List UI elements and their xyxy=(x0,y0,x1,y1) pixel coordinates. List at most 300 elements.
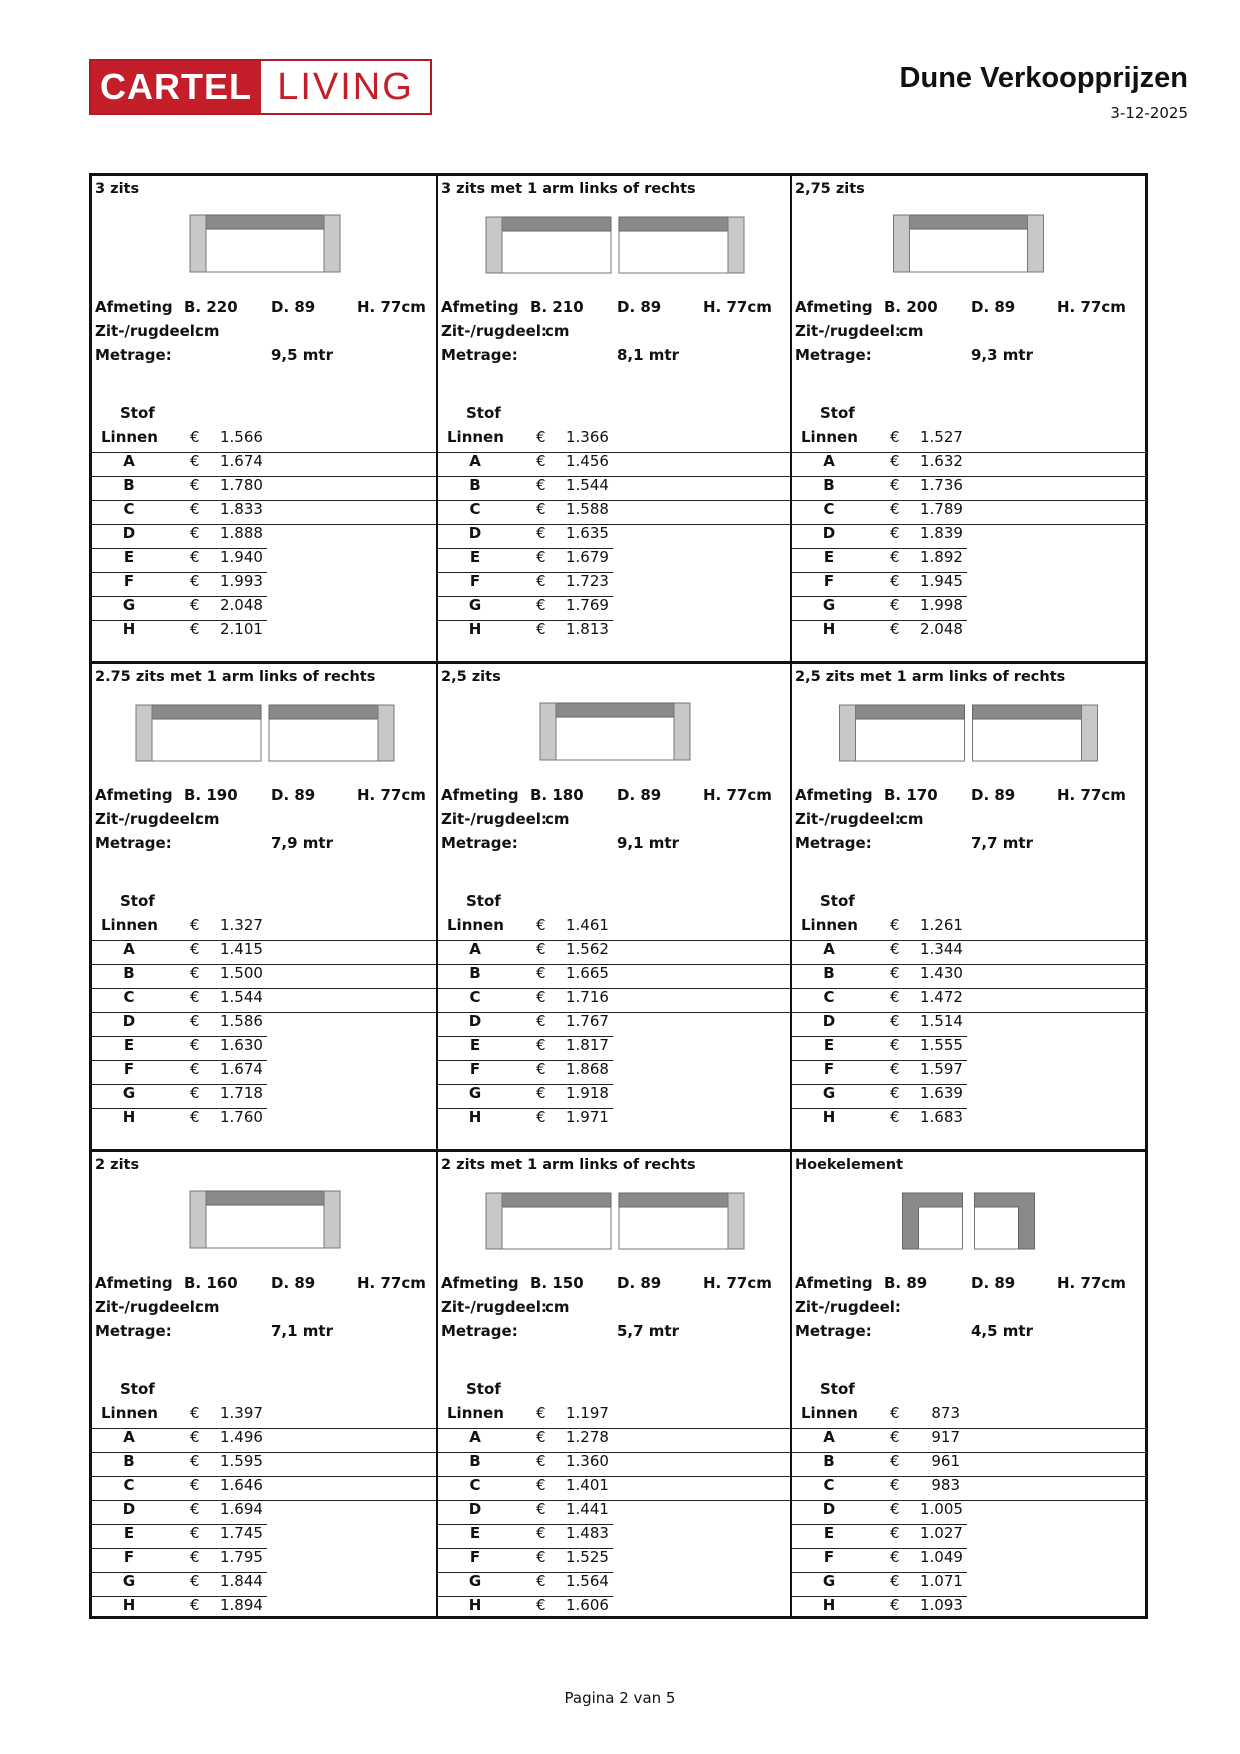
price-value: 1.813 xyxy=(566,620,609,638)
euro-sign: € xyxy=(890,1108,900,1126)
euro-sign: € xyxy=(190,1500,200,1518)
euro-sign: € xyxy=(536,1012,546,1030)
price-row xyxy=(438,572,613,597)
sofa-arm-right xyxy=(1028,215,1044,272)
price-value: 983 xyxy=(931,1476,960,1494)
price-row xyxy=(792,1404,1145,1429)
fabric-grade: C xyxy=(469,1476,481,1494)
fabric-grade: D xyxy=(822,1012,836,1030)
metrage-value: 9,5 mtr xyxy=(271,346,333,364)
price-value: 1.500 xyxy=(220,964,263,982)
zit-unit: cm xyxy=(195,322,220,340)
fabric-grade: Linnen xyxy=(801,1404,858,1422)
stof-heading: Stof xyxy=(820,1380,855,1398)
euro-sign: € xyxy=(890,1036,900,1054)
zit-unit: cm xyxy=(195,1298,220,1316)
euro-sign: € xyxy=(890,1452,900,1470)
metrage-label: Metrage: xyxy=(441,1322,518,1340)
price-value: 1.344 xyxy=(920,940,963,958)
euro-sign: € xyxy=(536,1524,546,1542)
fabric-grade: B xyxy=(123,964,135,982)
euro-sign: € xyxy=(190,1428,200,1446)
price-value: 1.586 xyxy=(220,1012,263,1030)
euro-sign: € xyxy=(190,1476,200,1494)
price-value: 1.544 xyxy=(220,988,263,1006)
price-value: 1.005 xyxy=(920,1500,963,1518)
fabric-grade: D xyxy=(468,1500,482,1518)
price-row xyxy=(438,1596,792,1616)
price-value: 1.918 xyxy=(566,1084,609,1102)
fabric-grade: D xyxy=(468,1012,482,1030)
stof-heading: Stof xyxy=(466,892,501,910)
price-row xyxy=(92,1012,267,1037)
euro-sign: € xyxy=(536,1428,546,1446)
price-row xyxy=(438,1428,792,1453)
price-value: 1.456 xyxy=(566,452,609,470)
height-value: H. 77cm xyxy=(703,1274,772,1292)
sofa-arm-left xyxy=(190,215,206,272)
fabric-grade: A xyxy=(823,452,835,470)
fabric-grade: A xyxy=(469,940,481,958)
price-row xyxy=(92,1084,267,1109)
price-row xyxy=(438,524,613,549)
price-value: 1.071 xyxy=(920,1572,963,1590)
page-title: Dune Verkoopprijzen xyxy=(899,62,1188,94)
price-row xyxy=(792,1060,967,1085)
fabric-grade: A xyxy=(123,940,135,958)
product-cell xyxy=(438,1152,792,1616)
sofa-diagram xyxy=(92,212,438,282)
fabric-grade: B xyxy=(123,476,135,494)
price-row xyxy=(792,1548,967,1573)
euro-sign: € xyxy=(190,988,200,1006)
sofa-diagram xyxy=(792,212,1145,282)
metrage-value: 7,9 mtr xyxy=(271,834,333,852)
zit-rugdeel-label: Zit-/rugdeel: xyxy=(795,1298,901,1316)
fabric-grade: E xyxy=(123,1036,135,1054)
price-row xyxy=(792,1596,1145,1616)
price-value: 1.093 xyxy=(920,1596,963,1614)
metrage-label: Metrage: xyxy=(441,834,518,852)
fabric-grade: D xyxy=(122,524,136,542)
price-row xyxy=(92,476,438,501)
price-value: 1.261 xyxy=(920,916,963,934)
zit-unit: cm xyxy=(899,810,924,828)
fabric-grade: Linnen xyxy=(801,428,858,446)
metrage-value: 4,5 mtr xyxy=(971,1322,1033,1340)
width-value: B. 170 xyxy=(884,786,938,804)
fabric-grade: Linnen xyxy=(101,428,158,446)
price-value: 1.760 xyxy=(220,1108,263,1126)
euro-sign: € xyxy=(536,452,546,470)
euro-sign: € xyxy=(536,500,546,518)
price-row xyxy=(792,1012,967,1037)
price-value: 1.868 xyxy=(566,1060,609,1078)
euro-sign: € xyxy=(890,620,900,638)
fabric-grade: D xyxy=(822,1500,836,1518)
price-row xyxy=(92,916,438,941)
price-value: 1.544 xyxy=(566,476,609,494)
metrage-label: Metrage: xyxy=(441,346,518,364)
price-row xyxy=(92,1428,438,1453)
fabric-grade: F xyxy=(823,1060,835,1078)
fabric-grade: A xyxy=(823,1428,835,1446)
price-row xyxy=(438,964,792,989)
euro-sign: € xyxy=(190,452,200,470)
euro-sign: € xyxy=(890,500,900,518)
euro-sign: € xyxy=(190,1404,200,1422)
price-row xyxy=(92,548,267,573)
price-value: 1.716 xyxy=(566,988,609,1006)
price-value: 1.461 xyxy=(566,916,609,934)
price-row xyxy=(438,1060,613,1085)
sofa-arm-right xyxy=(324,1191,340,1248)
euro-sign: € xyxy=(536,1548,546,1566)
euro-sign: € xyxy=(190,964,200,982)
sofa-diagram xyxy=(792,700,1145,770)
price-row xyxy=(438,548,613,573)
price-value: 1.945 xyxy=(920,572,963,590)
price-row xyxy=(92,1476,438,1501)
width-value: B. 190 xyxy=(184,786,238,804)
product-title: 3 zits met 1 arm links of rechts xyxy=(441,181,696,197)
fabric-grade: C xyxy=(823,1476,835,1494)
fabric-grade: D xyxy=(122,1500,136,1518)
price-value: 1.441 xyxy=(566,1500,609,1518)
price-value: 1.635 xyxy=(566,524,609,542)
sofa-back xyxy=(556,703,674,717)
fabric-grade: E xyxy=(469,548,481,566)
price-value: 1.632 xyxy=(920,452,963,470)
price-value: 1.674 xyxy=(220,452,263,470)
price-row xyxy=(792,1572,967,1597)
width-value: B. 180 xyxy=(530,786,584,804)
product-title: 2,5 zits met 1 arm links of rechts xyxy=(795,669,1066,685)
fabric-grade: Linnen xyxy=(447,428,504,446)
price-row xyxy=(92,1036,267,1061)
euro-sign: € xyxy=(536,1036,546,1054)
euro-sign: € xyxy=(190,1012,200,1030)
price-row xyxy=(438,916,792,941)
afmeting-label: Afmeting xyxy=(95,786,173,804)
logo-cartel-text: CARTEL xyxy=(91,61,261,113)
height-value: H. 77cm xyxy=(1057,1274,1126,1292)
depth-value: D. 89 xyxy=(271,298,316,316)
zit-unit: cm xyxy=(545,322,570,340)
price-row xyxy=(438,1572,613,1597)
price-row xyxy=(438,428,792,453)
euro-sign: € xyxy=(536,428,546,446)
fabric-grade: H xyxy=(822,1596,836,1614)
price-grid xyxy=(89,173,1148,1619)
price-row xyxy=(438,1404,792,1429)
metrage-value: 7,7 mtr xyxy=(971,834,1033,852)
euro-sign: € xyxy=(536,1060,546,1078)
product-title: 2 zits met 1 arm links of rechts xyxy=(441,1157,696,1173)
metrage-label: Metrage: xyxy=(95,834,172,852)
euro-sign: € xyxy=(190,1572,200,1590)
fabric-grade: H xyxy=(468,1596,482,1614)
price-row xyxy=(792,620,1145,644)
price-row xyxy=(92,620,438,644)
fabric-grade: E xyxy=(469,1036,481,1054)
fabric-grade: F xyxy=(123,1060,135,1078)
euro-sign: € xyxy=(190,940,200,958)
fabric-grade: B xyxy=(123,1452,135,1470)
euro-sign: € xyxy=(536,1476,546,1494)
price-row xyxy=(438,476,792,501)
price-value: 1.674 xyxy=(220,1060,263,1078)
stof-heading: Stof xyxy=(820,404,855,422)
height-value: H. 77cm xyxy=(1057,786,1126,804)
euro-sign: € xyxy=(890,1572,900,1590)
fabric-grade: H xyxy=(822,1108,836,1126)
price-value: 1.595 xyxy=(220,1452,263,1470)
price-value: 1.971 xyxy=(566,1108,609,1126)
euro-sign: € xyxy=(190,524,200,542)
product-cell xyxy=(438,176,792,664)
fabric-grade: Linnen xyxy=(447,916,504,934)
stof-heading: Stof xyxy=(120,892,155,910)
euro-sign: € xyxy=(890,940,900,958)
price-row xyxy=(438,1012,613,1037)
product-cell xyxy=(792,1152,1145,1616)
fabric-grade: H xyxy=(122,1108,136,1126)
price-value: 1.555 xyxy=(920,1036,963,1054)
price-row xyxy=(92,572,267,597)
price-value: 1.679 xyxy=(566,548,609,566)
price-value: 1.639 xyxy=(920,1084,963,1102)
sofa-back-right xyxy=(619,217,728,231)
euro-sign: € xyxy=(536,1084,546,1102)
fabric-grade: B xyxy=(823,476,835,494)
fabric-grade: C xyxy=(123,500,135,518)
metrage-label: Metrage: xyxy=(95,346,172,364)
sofa-diagram xyxy=(438,212,792,282)
height-value: H. 77cm xyxy=(357,298,426,316)
price-row xyxy=(792,1500,967,1525)
price-row xyxy=(438,1476,792,1501)
fabric-grade: Linnen xyxy=(101,1404,158,1422)
fabric-grade: F xyxy=(469,1548,481,1566)
sofa-back xyxy=(206,1191,324,1205)
height-value: H. 77cm xyxy=(703,786,772,804)
euro-sign: € xyxy=(190,500,200,518)
price-row xyxy=(792,596,967,621)
fabric-grade: G xyxy=(122,1084,136,1102)
sofa-back-right xyxy=(619,1193,728,1207)
price-value: 873 xyxy=(931,1404,960,1422)
sofa-back xyxy=(910,215,1028,229)
fabric-grade: D xyxy=(822,524,836,542)
euro-sign: € xyxy=(190,476,200,494)
metrage-label: Metrage: xyxy=(795,834,872,852)
width-value: B. 200 xyxy=(884,298,938,316)
afmeting-label: Afmeting xyxy=(795,298,873,316)
product-title: 2,5 zits xyxy=(441,669,501,685)
sofa-back-right xyxy=(269,705,378,719)
price-row xyxy=(438,1548,613,1573)
sofa-arm-right xyxy=(728,1193,744,1249)
price-value: 1.769 xyxy=(566,596,609,614)
price-row xyxy=(92,1108,438,1132)
product-cell xyxy=(438,664,792,1152)
price-row xyxy=(92,1404,438,1429)
zit-rugdeel-label: Zit-/rugdeel: xyxy=(95,1298,201,1316)
price-value: 961 xyxy=(931,1452,960,1470)
euro-sign: € xyxy=(536,1452,546,1470)
price-row xyxy=(92,940,438,965)
fabric-grade: G xyxy=(468,1572,482,1590)
price-value: 1.888 xyxy=(220,524,263,542)
fabric-grade: F xyxy=(823,572,835,590)
price-value: 1.415 xyxy=(220,940,263,958)
fabric-grade: Linnen xyxy=(101,916,158,934)
euro-sign: € xyxy=(536,620,546,638)
metrage-value: 5,7 mtr xyxy=(617,1322,679,1340)
zit-rugdeel-label: Zit-/rugdeel: xyxy=(795,322,901,340)
euro-sign: € xyxy=(536,524,546,542)
price-value: 1.892 xyxy=(920,548,963,566)
price-value: 1.401 xyxy=(566,1476,609,1494)
zit-rugdeel-label: Zit-/rugdeel: xyxy=(795,810,901,828)
price-row xyxy=(92,1500,267,1525)
fabric-grade: F xyxy=(123,572,135,590)
price-value: 1.940 xyxy=(220,548,263,566)
price-row xyxy=(92,1452,438,1477)
price-row xyxy=(92,596,267,621)
price-value: 1.993 xyxy=(220,572,263,590)
fabric-grade: E xyxy=(469,1524,481,1542)
zit-rugdeel-label: Zit-/rugdeel: xyxy=(441,1298,547,1316)
height-value: H. 77cm xyxy=(357,786,426,804)
depth-value: D. 89 xyxy=(617,1274,662,1292)
fabric-grade: B xyxy=(823,1452,835,1470)
depth-value: D. 89 xyxy=(971,298,1016,316)
zit-rugdeel-label: Zit-/rugdeel: xyxy=(441,322,547,340)
afmeting-label: Afmeting xyxy=(95,298,173,316)
price-row xyxy=(92,500,438,525)
depth-value: D. 89 xyxy=(271,1274,316,1292)
fabric-grade: D xyxy=(468,524,482,542)
euro-sign: € xyxy=(890,572,900,590)
euro-sign: € xyxy=(890,1524,900,1542)
depth-value: D. 89 xyxy=(617,786,662,804)
sofa-arm-left xyxy=(136,705,152,761)
euro-sign: € xyxy=(890,1012,900,1030)
price-value: 2.048 xyxy=(920,620,963,638)
price-value: 1.683 xyxy=(920,1108,963,1126)
price-value: 1.366 xyxy=(566,428,609,446)
euro-sign: € xyxy=(536,476,546,494)
depth-value: D. 89 xyxy=(617,298,662,316)
euro-sign: € xyxy=(890,524,900,542)
sofa-arm-left xyxy=(540,703,556,760)
euro-sign: € xyxy=(890,1548,900,1566)
euro-sign: € xyxy=(890,428,900,446)
price-value: 1.430 xyxy=(920,964,963,982)
euro-sign: € xyxy=(890,916,900,934)
price-row xyxy=(438,596,613,621)
zit-unit: cm xyxy=(195,810,220,828)
product-title: 3 zits xyxy=(95,181,140,197)
metrage-label: Metrage: xyxy=(95,1322,172,1340)
price-value: 1.789 xyxy=(920,500,963,518)
document-date: 3-12-2025 xyxy=(1110,104,1188,122)
price-row xyxy=(92,1524,267,1549)
price-row xyxy=(92,1548,267,1573)
product-title: 2,75 zits xyxy=(795,181,865,197)
price-row xyxy=(92,428,438,453)
price-row xyxy=(92,988,438,1013)
metrage-value: 7,1 mtr xyxy=(271,1322,333,1340)
price-value: 1.564 xyxy=(566,1572,609,1590)
zit-rugdeel-label: Zit-/rugdeel: xyxy=(95,322,201,340)
sofa-diagram xyxy=(92,700,438,770)
euro-sign: € xyxy=(890,476,900,494)
euro-sign: € xyxy=(190,1084,200,1102)
euro-sign: € xyxy=(890,1428,900,1446)
price-value: 2.101 xyxy=(220,620,263,638)
product-cell xyxy=(792,664,1145,1152)
product-cell xyxy=(92,1152,438,1616)
price-row xyxy=(438,1452,792,1477)
euro-sign: € xyxy=(190,548,200,566)
height-value: H. 77cm xyxy=(1057,298,1126,316)
fabric-grade: G xyxy=(822,1572,836,1590)
price-value: 1.496 xyxy=(220,1428,263,1446)
fabric-grade: C xyxy=(823,500,835,518)
euro-sign: € xyxy=(890,1500,900,1518)
sofa-arm-right xyxy=(324,215,340,272)
fabric-grade: H xyxy=(822,620,836,638)
price-row xyxy=(438,1084,613,1109)
euro-sign: € xyxy=(890,1060,900,1078)
sofa-back xyxy=(206,215,324,229)
fabric-grade: F xyxy=(469,1060,481,1078)
euro-sign: € xyxy=(190,596,200,614)
price-row xyxy=(792,1108,1145,1132)
price-row xyxy=(438,1500,613,1525)
euro-sign: € xyxy=(536,1572,546,1590)
euro-sign: € xyxy=(536,916,546,934)
price-value: 1.894 xyxy=(220,1596,263,1614)
price-value: 1.049 xyxy=(920,1548,963,1566)
price-value: 1.483 xyxy=(566,1524,609,1542)
fabric-grade: G xyxy=(468,596,482,614)
euro-sign: € xyxy=(890,1596,900,1614)
fabric-grade: B xyxy=(823,964,835,982)
price-value: 1.472 xyxy=(920,988,963,1006)
fabric-grade: Linnen xyxy=(447,1404,504,1422)
sofa-back-left xyxy=(856,705,965,719)
euro-sign: € xyxy=(890,596,900,614)
sofa-arm-left xyxy=(840,705,856,761)
sofa-diagram xyxy=(438,700,792,770)
euro-sign: € xyxy=(190,1060,200,1078)
price-value: 1.998 xyxy=(920,596,963,614)
zit-unit: cm xyxy=(899,322,924,340)
fabric-grade: G xyxy=(822,1084,836,1102)
price-value: 1.027 xyxy=(920,1524,963,1542)
price-row xyxy=(92,1572,267,1597)
price-row xyxy=(792,940,1145,965)
width-value: B. 89 xyxy=(884,1274,928,1292)
sofa-arm-left xyxy=(486,1193,502,1249)
sofa-arm-left xyxy=(894,215,910,272)
price-row xyxy=(792,1452,1145,1477)
afmeting-label: Afmeting xyxy=(795,786,873,804)
